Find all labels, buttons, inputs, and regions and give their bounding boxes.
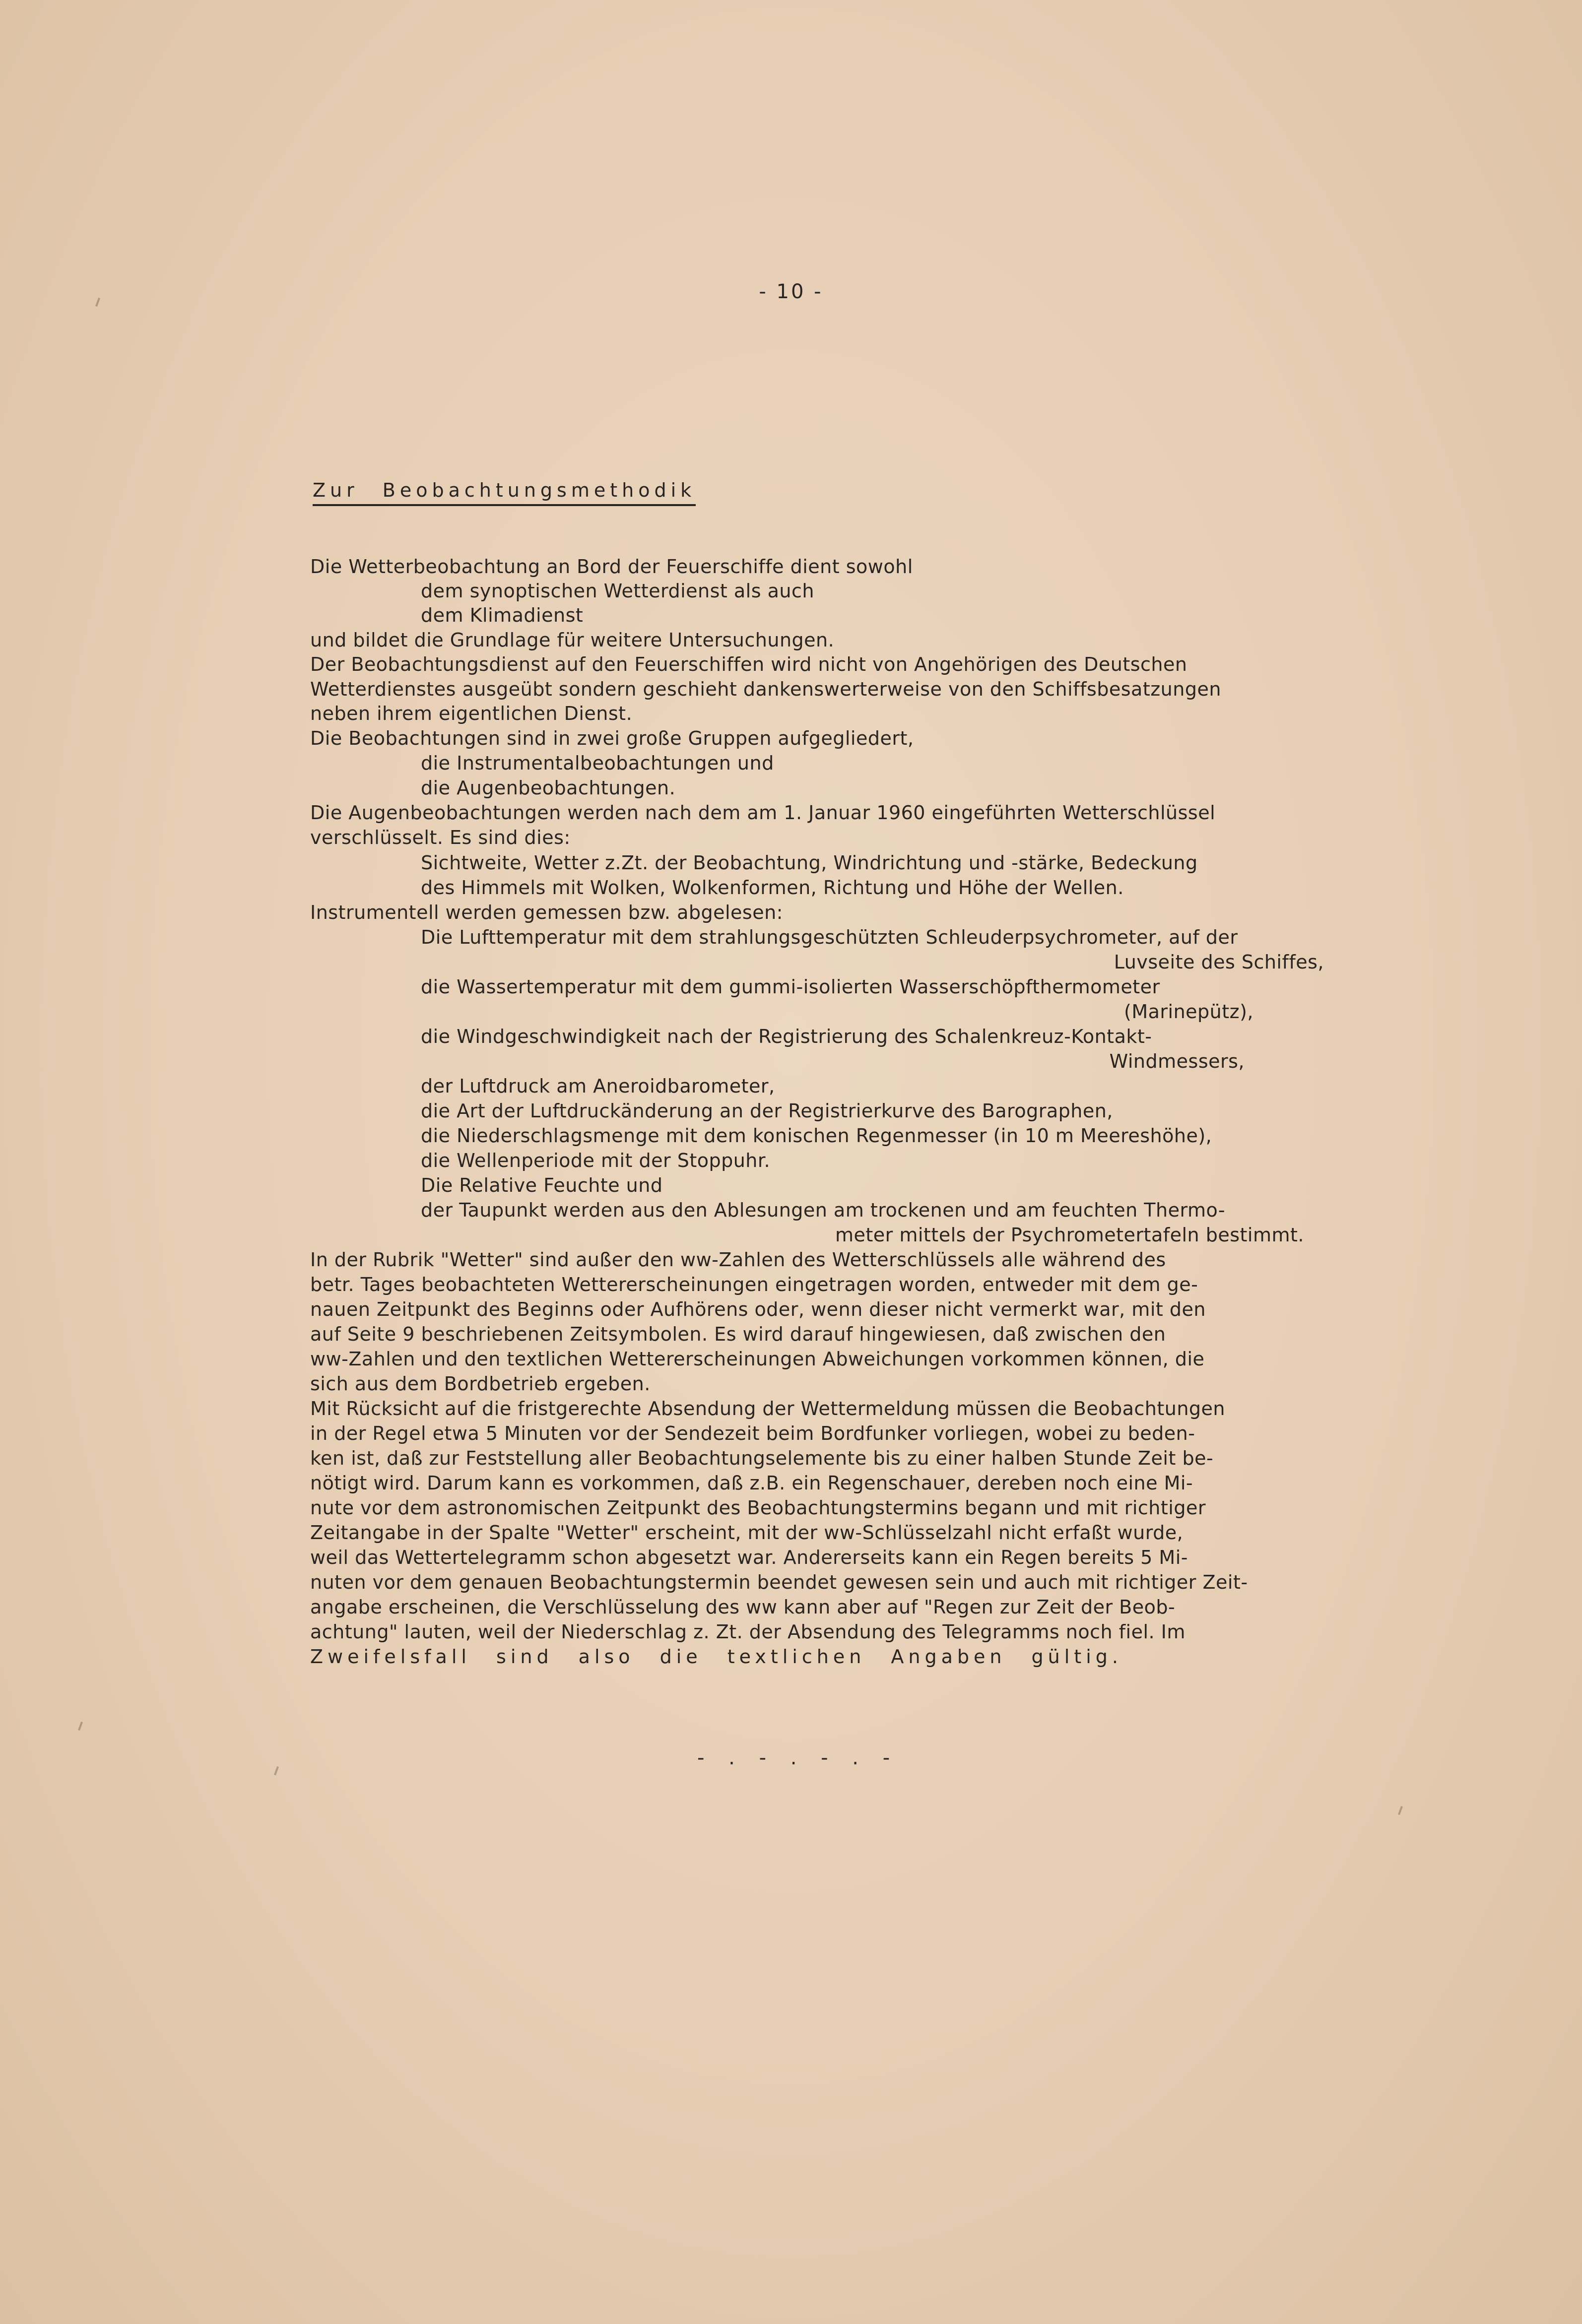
section-heading	[313, 479, 696, 506]
text-line: Zweifelsfall sind also die textlichen Angaben gültig.	[310, 1646, 1122, 1668]
text-line: Die Beobachtungen sind in zwei große Gruppen aufgegliedert,	[310, 727, 914, 749]
text-line: die Wassertemperatur mit dem gummi-isolierten Wasserschöpfthermometer	[421, 976, 1160, 998]
text-line: Sichtweite, Wetter z.Zt. der Beobachtung, Windrichtung und -stärke, Bedeckung	[421, 852, 1198, 874]
text-line: dem Klimadienst	[421, 604, 584, 626]
paper-fleck	[78, 1722, 83, 1731]
page-number: - 10 -	[759, 280, 823, 303]
text-line: nauen Zeitpunkt des Beginns oder Aufhörens oder, wenn dieser nicht vermerkt war, mit den	[310, 1298, 1206, 1320]
text-line: der Taupunkt werden aus den Ablesungen am trockenen und am feuchten Thermo-	[421, 1199, 1226, 1221]
text-line: ken ist, daß zur Feststellung aller Beobachtungselemente bis zu einer halben Stunde Zeit be-	[310, 1447, 1214, 1469]
heading-word-1: Zur	[313, 479, 359, 501]
text-line: sich aus dem Bordbetrieb ergeben.	[310, 1373, 651, 1395]
text-line: die Niederschlagsmenge mit dem konischen Regenmesser (in 10 m Meereshöhe),	[421, 1125, 1212, 1147]
text-line: achtung" lauten, weil der Niederschlag z. Zt. der Absendung des Telegramms noch fiel. Im	[310, 1621, 1186, 1643]
text-line: weil das Wettertelegramm schon abgesetzt war. Andererseits kann ein Regen bereits 5 Mi-	[310, 1547, 1188, 1568]
text-line: Mit Rücksicht auf die fristgerechte Absendung der Wettermeldung müssen die Beobachtungen	[310, 1398, 1226, 1420]
text-line: dem synoptischen Wetterdienst als auch	[421, 580, 814, 602]
end-mark: - . - . - . -	[697, 1746, 899, 1769]
text-line: die Art der Luftdruckänderung an der Registrierkurve des Barographen,	[421, 1100, 1113, 1122]
text-line: nuten vor dem genauen Beobachtungstermin beendet gewesen sein und auch mit richtiger Zeit-	[310, 1571, 1248, 1593]
text-line: des Himmels mit Wolken, Wolkenformen, Richtung und Höhe der Wellen.	[421, 877, 1124, 899]
text-line: verschlüsselt. Es sind dies:	[310, 827, 571, 848]
text-line: Der Beobachtungsdienst auf den Feuerschiffen wird nicht von Angehörigen des Deutschen	[310, 653, 1187, 675]
text-line: die Instrumentalbeobachtungen und	[421, 752, 774, 774]
text-line: die Windgeschwindigkeit nach der Registrierung des Schalenkreuz-Kontakt-	[421, 1026, 1152, 1047]
text-line: nute vor dem astronomischen Zeitpunkt des Beobachtungstermins begann und mit richtiger	[310, 1497, 1206, 1519]
paper-fleck	[274, 1766, 279, 1775]
text-line: der Luftdruck am Aneroidbarometer,	[421, 1075, 775, 1097]
text-line: die Augenbeobachtungen.	[421, 777, 676, 799]
heading-word-2: Beobachtungsmethodik	[382, 479, 696, 501]
paper-fleck	[1398, 1806, 1403, 1815]
text-line: Die Lufttemperatur mit dem strahlungsgeschützten Schleuderpsychrometer, auf der	[421, 926, 1238, 948]
text-line: die Wellenperiode mit der Stoppuhr.	[421, 1150, 771, 1171]
text-line: Windmessers,	[1109, 1050, 1245, 1072]
text-line: Die Relative Feuchte und	[421, 1174, 663, 1196]
text-line: und bildet die Grundlage für weitere Untersuchungen.	[310, 629, 835, 651]
text-line: Zeitangabe in der Spalte "Wetter" erscheint, mit der ww-Schlüsselzahl nicht erfaßt wurde,	[310, 1522, 1184, 1544]
text-line: Luvseite des Schiffes,	[1114, 951, 1324, 973]
text-line: In der Rubrik "Wetter" sind außer den ww-Zahlen des Wetterschlüssels alle während des	[310, 1249, 1166, 1271]
text-line: (Marinepütz),	[1124, 1001, 1253, 1023]
text-line: meter mittels der Psychrometertafeln bestimmt.	[835, 1224, 1304, 1246]
text-line: auf Seite 9 beschriebenen Zeitsymbolen. Es wird darauf hingewiesen, daß zwischen den	[310, 1323, 1166, 1345]
text-line: Instrumentell werden gemessen bzw. abgelesen:	[310, 902, 783, 923]
text-line: Die Augenbeobachtungen werden nach dem am 1. Januar 1960 eingeführten Wetterschlüssel	[310, 802, 1216, 824]
text-line: neben ihrem eigentlichen Dienst.	[310, 703, 633, 724]
text-line: Die Wetterbeobachtung an Bord der Feuerschiffe dient sowohl	[310, 556, 913, 578]
text-line: nötigt wird. Darum kann es vorkommen, daß z.B. ein Regenschauer, dereben noch eine Mi-	[310, 1472, 1193, 1494]
text-line: ww-Zahlen und den textlichen Wettererscheinungen Abweichungen vorkommen können, die	[310, 1348, 1205, 1370]
text-line: Wetterdienstes ausgeübt sondern geschieht dankenswerterweise von den Schiffsbesatzungen	[310, 678, 1221, 700]
text-line: angabe erscheinen, die Verschlüsselung des ww kann aber auf "Regen zur Zeit der Beob-	[310, 1596, 1176, 1618]
text-line: in der Regel etwa 5 Minuten vor der Sendezeit beim Bordfunker vorliegen, wobei zu beden-	[310, 1422, 1195, 1444]
text-line: betr. Tages beobachteten Wettererscheinungen eingetragen worden, entweder mit dem ge-	[310, 1274, 1198, 1295]
